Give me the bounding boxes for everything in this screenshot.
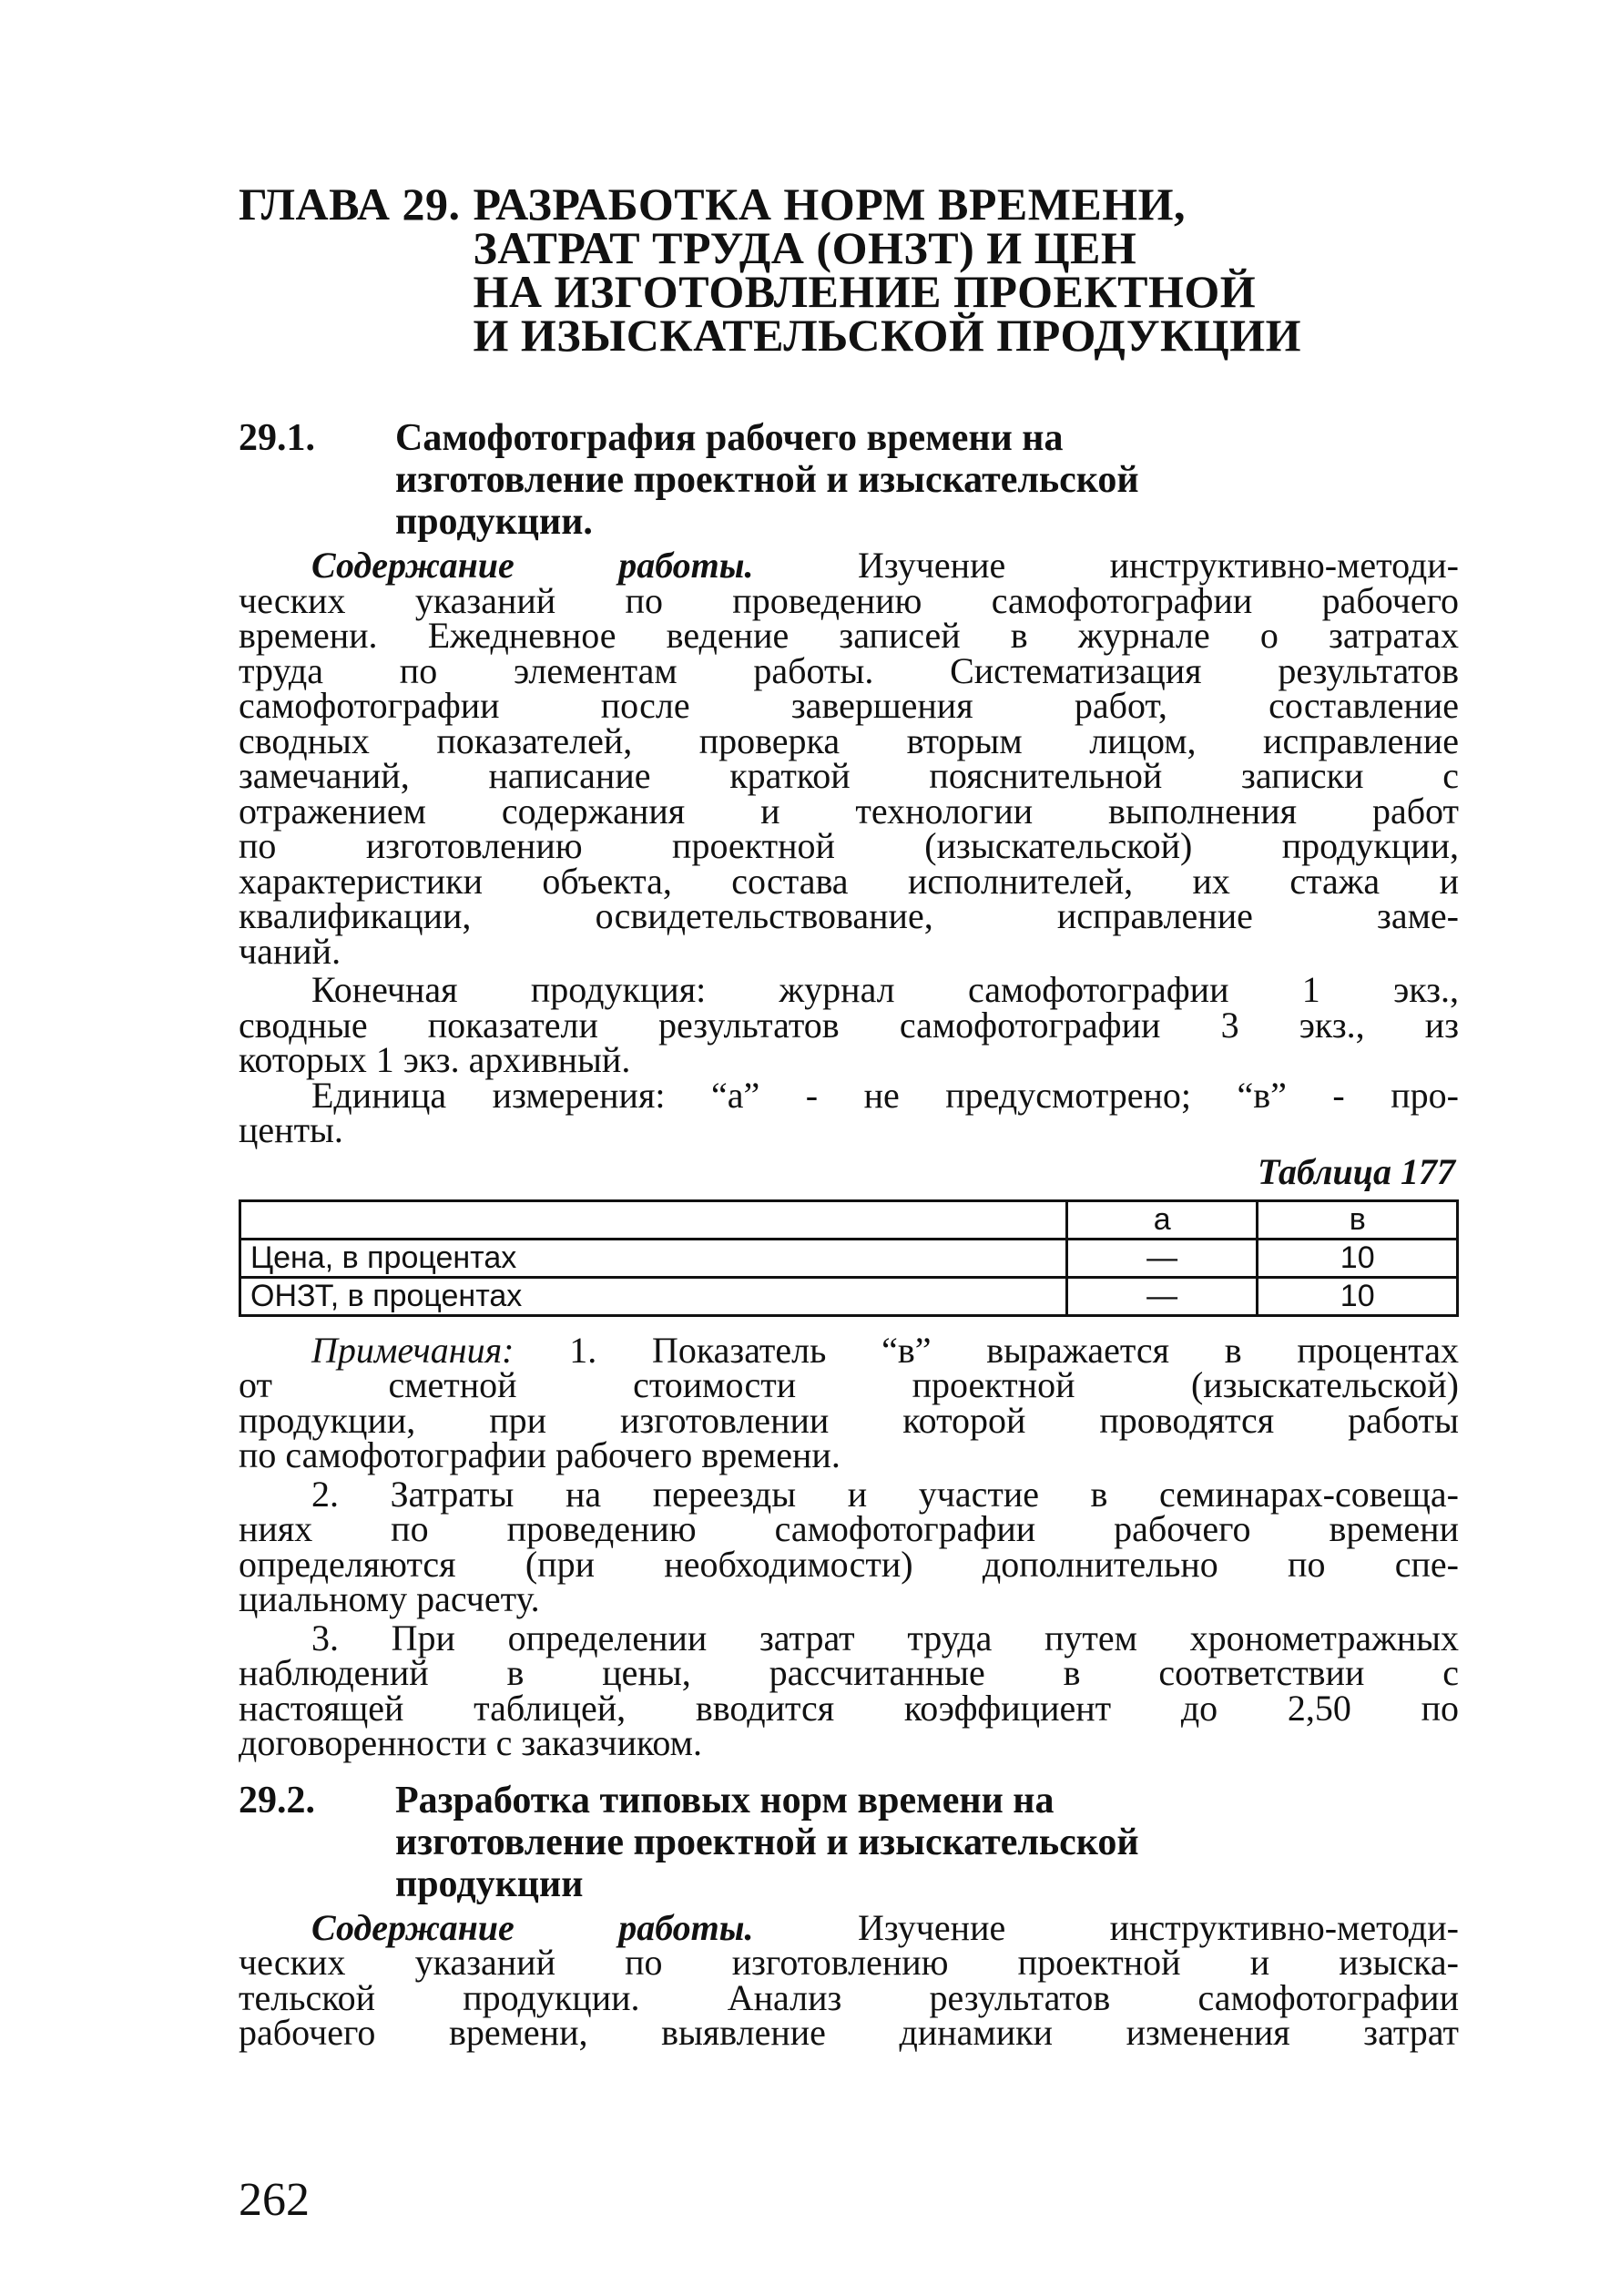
paragraph-line: циальному расчету. bbox=[239, 1578, 540, 1619]
work-content-paragraph-2 bbox=[239, 1906, 1459, 2053]
chapter-title bbox=[473, 179, 1301, 361]
paragraph-line: сводные показатели результатов самофотографии 3 экз., из bbox=[239, 1004, 1459, 1046]
section-title-line: Самофотография рабочего времени на bbox=[395, 417, 1064, 459]
paragraph-line: 2. Затраты на переезды и участие в семинарах-совеща- bbox=[311, 1473, 1459, 1515]
paragraph-line: центы. bbox=[239, 1109, 343, 1150]
norms-table bbox=[239, 1199, 1459, 1317]
paragraph-line: времени. Ежедневное ведение записей в журнале о затратах bbox=[239, 615, 1459, 656]
work-content-paragraph bbox=[239, 545, 1459, 972]
table-header-row bbox=[240, 1200, 1458, 1239]
paragraph-line: наблюдений в цены, рассчитанные в соответствии с bbox=[239, 1652, 1459, 1693]
section-title bbox=[395, 1780, 1139, 1905]
paragraph-line: замечаний, написание краткой пояснительной записки с bbox=[239, 755, 1459, 796]
table-header-cell: а bbox=[1066, 1200, 1258, 1239]
paragraph-line: квалификации, освидетельствование, исправление заме- bbox=[239, 895, 1459, 936]
paragraph-line: Содержание работы. Изучение инструктивно-методи- bbox=[311, 545, 1459, 586]
section-title bbox=[395, 417, 1139, 543]
book-page bbox=[239, 179, 1460, 2240]
table-row bbox=[240, 1239, 1458, 1277]
table-cell: 10 bbox=[1258, 1277, 1458, 1315]
chapter-title-line: И ИЗЫСКАТЕЛЬСКОЙ ПРОДУКЦИИ bbox=[473, 310, 1301, 361]
paragraph-line: Содержание работы. Изучение инструктивно-методи- bbox=[311, 1906, 1459, 1948]
note-3 bbox=[239, 1617, 1459, 1763]
paragraph-line: труда по элементам работы. Систематизация результатов bbox=[239, 649, 1459, 691]
chapter-number: ГЛАВА 29. bbox=[239, 179, 461, 230]
paragraph-line: ческих указаний по проведению самофотографии рабочего bbox=[239, 579, 1459, 621]
paragraph-line: по изготовлению проектной (изыскательской) продукции, bbox=[239, 825, 1459, 866]
paragraph-line: 3. При определении затрат труда путем хронометражных bbox=[311, 1617, 1459, 1658]
paragraph-line: самофотографии после завершения работ, составление bbox=[239, 685, 1459, 726]
paragraph-line: ниях по проведению самофотографии рабочего времени bbox=[239, 1508, 1459, 1549]
paragraph-line: Примечания: 1. Показатель “в” выражается в процентах bbox=[311, 1329, 1460, 1371]
unit-paragraph bbox=[239, 1074, 1459, 1150]
table-cell: ОНЗТ, в процентах bbox=[240, 1277, 1067, 1315]
section-heading-29-2 bbox=[239, 1780, 1459, 1905]
paragraph-line: определяются (при необходимости) дополнительно по спе- bbox=[239, 1543, 1459, 1585]
section-title-line: Разработка типовых норм времени на bbox=[395, 1779, 1055, 1821]
paragraph-line: по самофотографии рабочего времени. bbox=[239, 1434, 841, 1475]
chapter-title-line: РАЗРАБОТКА НОРМ ВРЕМЕНИ, bbox=[473, 179, 1187, 230]
section-title-line: изготовление проектной и изыскательской bbox=[395, 1821, 1139, 1863]
paragraph-line: ческих указаний по изготовлению проектной и изыска- bbox=[239, 1942, 1459, 1983]
section-title-line: изготовление проектной и изыскательской bbox=[395, 459, 1139, 501]
final-product-paragraph bbox=[239, 969, 1459, 1080]
chapter-title-line: ЗАТРАТ ТРУДА (ОНЗТ) И ЦЕН bbox=[473, 222, 1137, 273]
note-1 bbox=[239, 1329, 1460, 1475]
paragraph-line: которых 1 экз. архивный. bbox=[239, 1039, 631, 1080]
paragraph-line: характеристики объекта, состава исполнителей, их стажа и bbox=[239, 860, 1459, 902]
paragraph-line: чаний. bbox=[239, 930, 341, 972]
notes bbox=[239, 1329, 1460, 1763]
content-lead: Содержание работы. bbox=[311, 1906, 754, 1948]
paragraph-line: рабочего времени, выявление динамики изменения затрат bbox=[239, 2012, 1459, 2053]
paragraph-line: продукции, при изготовлении которой проводятся работы bbox=[239, 1399, 1459, 1441]
table-caption: Таблица 177 bbox=[1258, 1150, 1455, 1192]
section-number: 29.1. bbox=[239, 417, 315, 459]
table-cell: 10 bbox=[1258, 1239, 1458, 1277]
section-heading-29-1 bbox=[239, 417, 1459, 543]
paragraph-line: отражением содержания и технологии выполнения работ bbox=[239, 790, 1459, 832]
paragraph-line: настоящей таблицей, вводится коэффициент до 2,50 по bbox=[239, 1687, 1459, 1729]
paragraph-line: от сметной стоимости проектной (изыскательской) bbox=[239, 1364, 1459, 1405]
chapter-title-line: НА ИЗГОТОВЛЕНИЕ ПРОЕКТНОЙ bbox=[473, 266, 1257, 317]
note-2 bbox=[239, 1473, 1459, 1619]
paragraph-line: сводных показателей, проверка вторым лицом, исправление bbox=[239, 719, 1459, 761]
page-number: 262 bbox=[239, 2174, 310, 2226]
table-header-cell: в bbox=[1258, 1200, 1458, 1239]
table-header-cell bbox=[240, 1200, 1067, 1239]
paragraph-line: Конечная продукция: журнал самофотографии 1 экз., bbox=[311, 969, 1459, 1010]
section-title-line: продукции. bbox=[395, 501, 593, 543]
notes-lead: Примечания: bbox=[311, 1329, 515, 1371]
paragraph-line: тельской продукции. Анализ результатов самофотографии bbox=[239, 1976, 1459, 2018]
table-cell: Цена, в процентах bbox=[240, 1239, 1067, 1277]
chapter-heading bbox=[239, 179, 1459, 361]
section-number: 29.2. bbox=[239, 1779, 315, 1821]
paragraph-line: Единица измерения: “а” - не предусмотрено; “в” - про- bbox=[311, 1074, 1459, 1116]
table-row bbox=[240, 1277, 1458, 1315]
table-cell: — bbox=[1066, 1239, 1258, 1277]
table-cell: — bbox=[1066, 1277, 1258, 1315]
content-lead: Содержание работы. bbox=[311, 545, 754, 586]
paragraph-line: договоренности с заказчиком. bbox=[239, 1722, 702, 1763]
section-title-line: продукции bbox=[395, 1862, 584, 1905]
